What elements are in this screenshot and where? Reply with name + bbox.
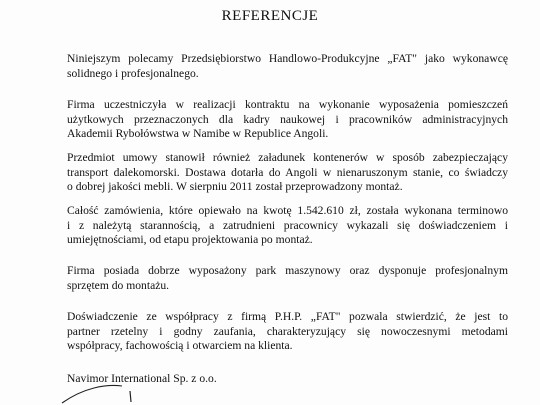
paragraph-line: Doświadczenie ze współpracy z firmą P.H.P. „FAT" pozwala stwierdzić, że jest to xyxy=(67,310,508,323)
paragraph-line: Niniejszym polecamy Przedsiębiorstwo Handlowo-Produkcyjne „FAT" jako wykonawcę xyxy=(67,52,508,65)
paragraph-equipment xyxy=(67,264,508,293)
paragraph-line: sprzętem do montażu. xyxy=(67,278,170,292)
paragraph-recommendation xyxy=(67,52,508,81)
paragraph-line: Firma posiada dobrze wyposażony park maszynowy oraz dysponuje profesjonalnym xyxy=(67,264,508,277)
paragraph-line: transport dalekomorski. Dostawa dotarła do Angoli w nienaruszonym stanie, co świadczy xyxy=(67,165,508,179)
paragraph-line: współpracy, fachowością i otwarciem na klienta. xyxy=(67,339,293,353)
paragraph-order-value xyxy=(67,204,508,248)
paragraph-line: partner rzetelny i godny zaufania, charakteryzujący się nowoczesnymi metodami xyxy=(67,324,508,338)
paragraph-line: umiejętnościami, od etapu projektowania po montaż. xyxy=(67,233,313,247)
paragraph-line: Przedmiot umowy stanowił również załadunek kontenerów w sposób zabezpieczający xyxy=(67,151,508,164)
paragraph-line: o dobrej jakości mebli. W sierpniu 2011 został przeprowadzony montaż. xyxy=(67,180,403,194)
handwritten-signature xyxy=(60,382,180,405)
paragraph-cooperation xyxy=(67,310,508,354)
paragraph-line: Akademii Rybołówstwa w Namibe w Republice Angoli. xyxy=(67,127,329,141)
paragraph-delivery xyxy=(67,151,508,195)
paragraph-line: Całość zamówienia, które opiewało na kwotę 1.542.610 zł, została wykonana terminowo xyxy=(67,204,508,217)
paragraph-line: solidnego i profesjonalnego. xyxy=(67,66,199,80)
document-title: REFERENCJE xyxy=(221,8,319,24)
paragraph-line: użytkowych przeznaczonych dla kadry naukowej i pracowników administracyjnych xyxy=(67,112,508,126)
paragraph-line: Firma uczestniczyła w realizacji kontraktu na wykonanie wyposażenia pomieszczeń xyxy=(67,98,508,111)
signature-company-name: Navimor International Sp. z o.o. xyxy=(67,372,217,385)
paragraph-line: i z należytą starannością, a zatrudnieni pracownicy wykazali się doświadczeniem i xyxy=(67,218,508,232)
paragraph-contract xyxy=(67,98,508,142)
